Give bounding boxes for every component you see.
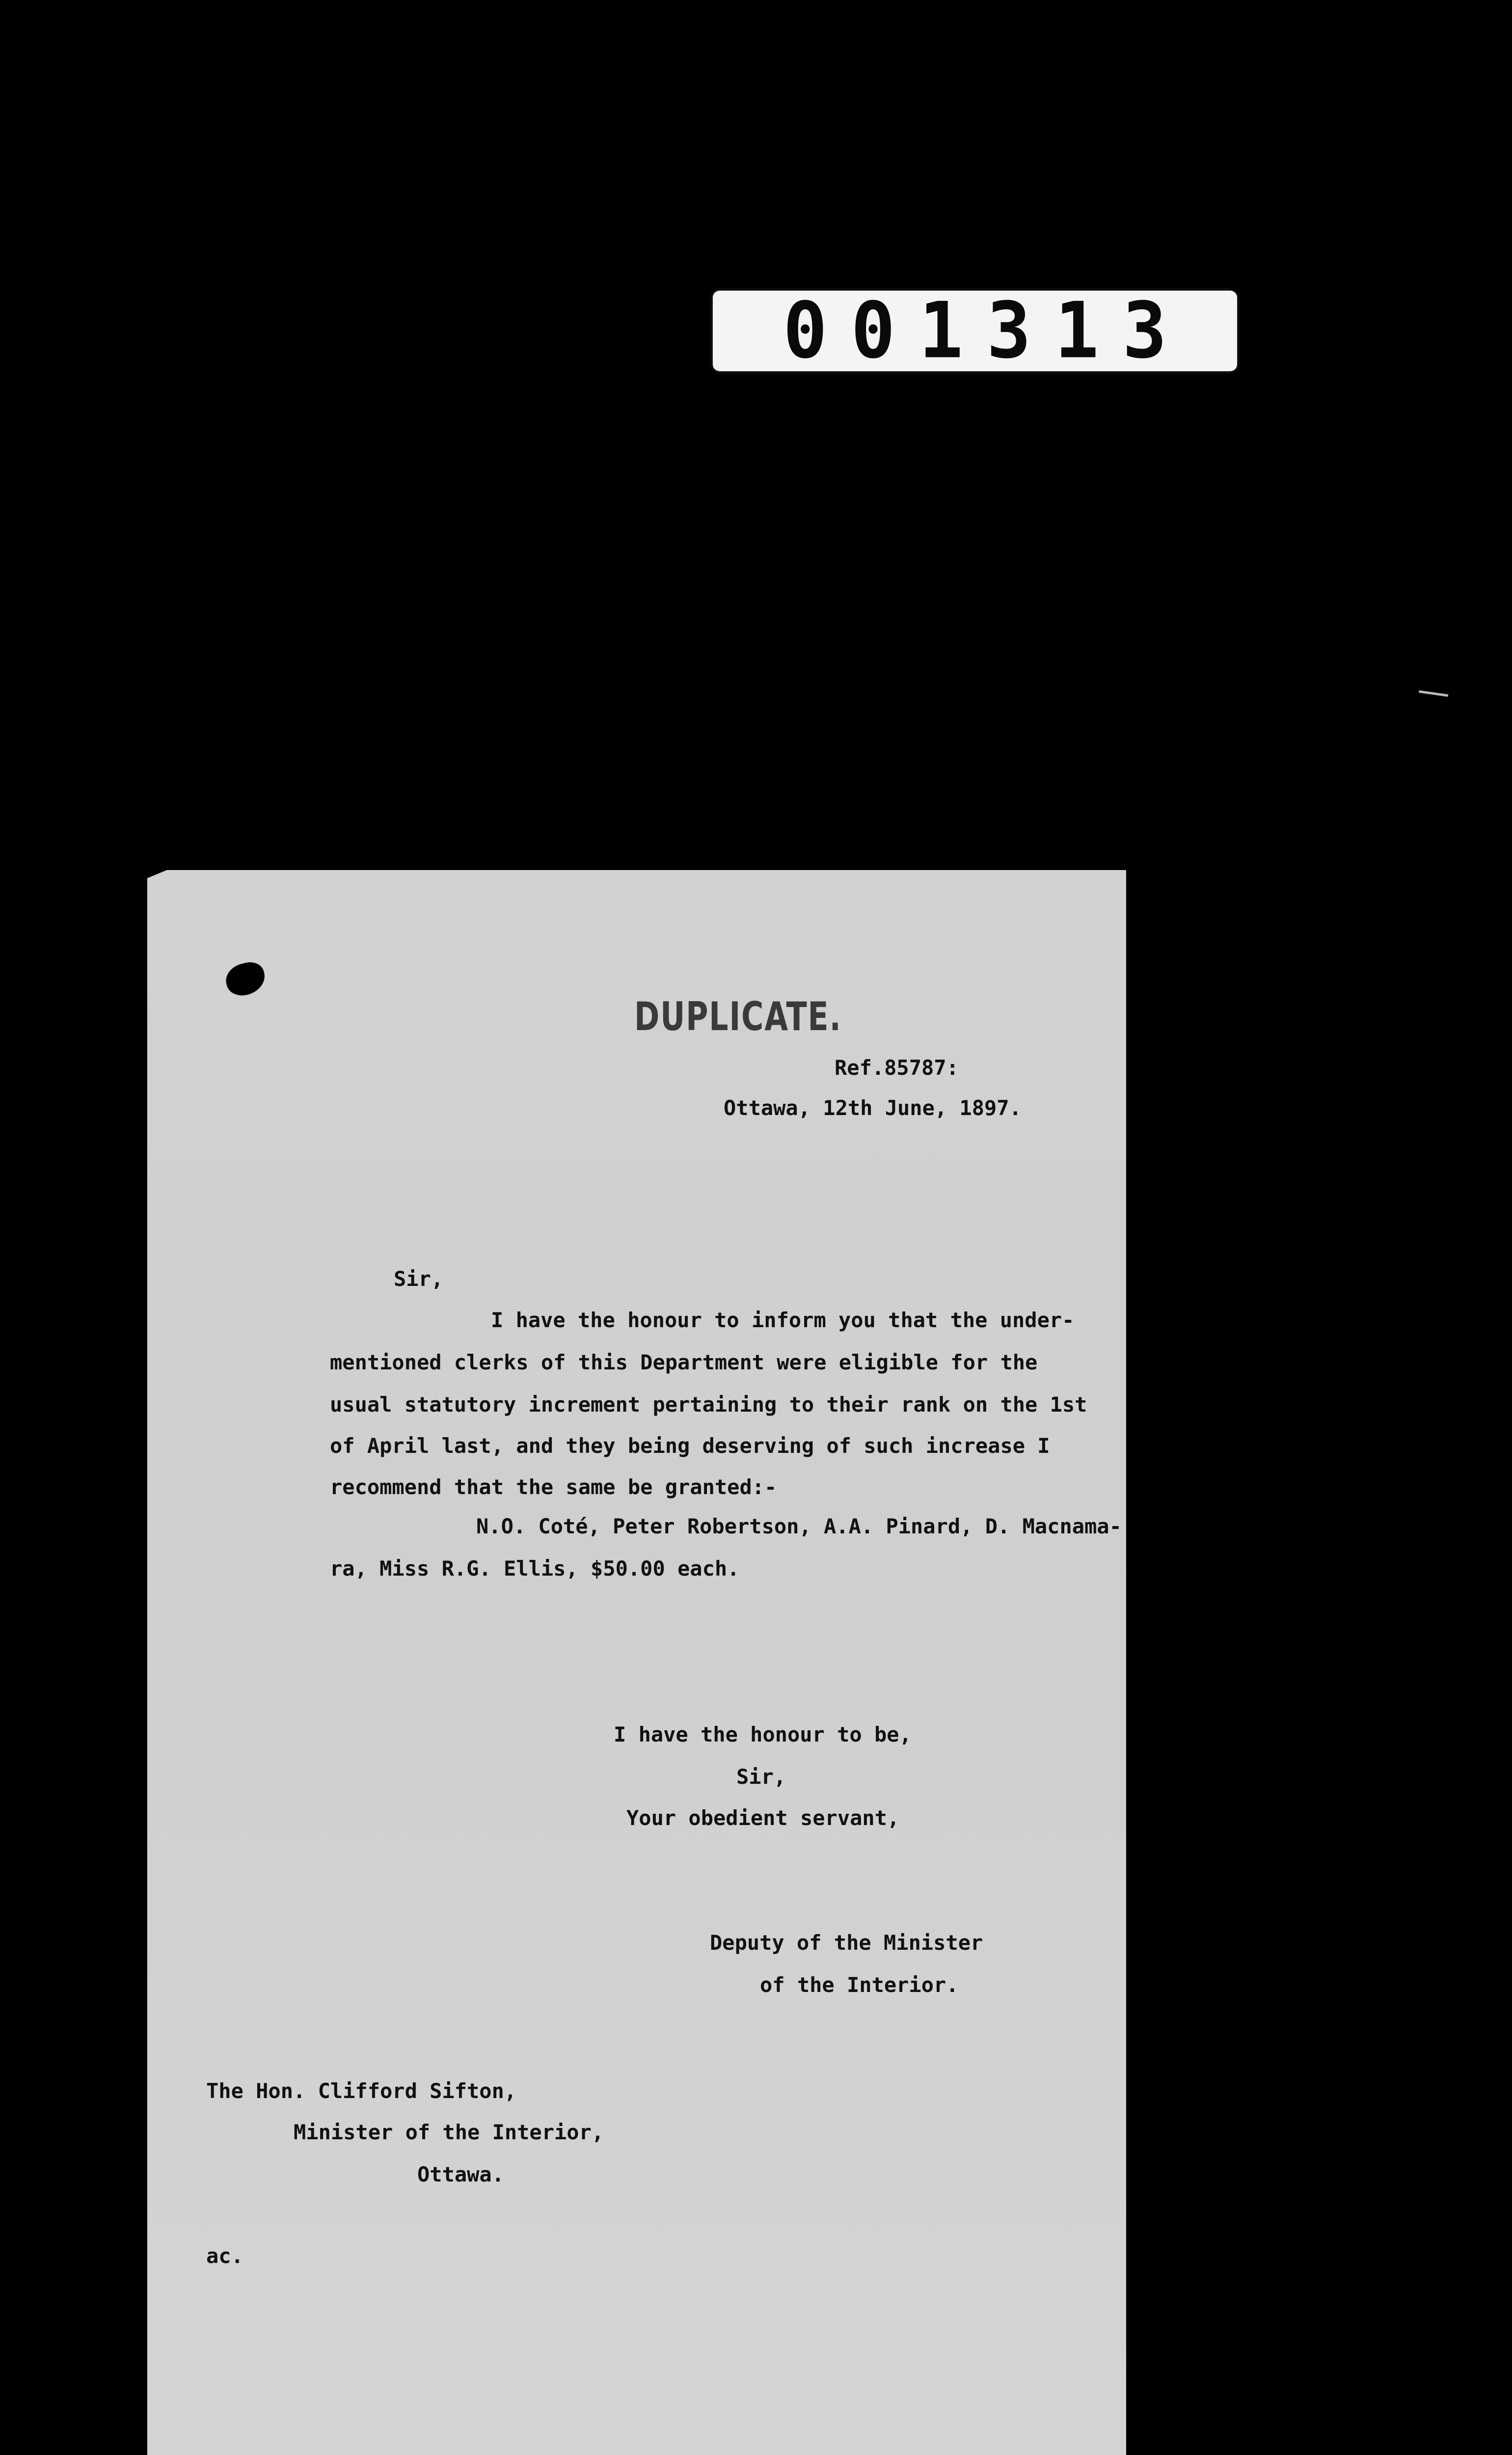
addressee-line: The Hon. Clifford Sifton, xyxy=(206,2079,517,2103)
bleed-through-text xyxy=(353,1640,386,1760)
addressee-line: Ottawa. xyxy=(417,2162,505,2186)
addressee-line: Minister of the Interior, xyxy=(294,2120,604,2144)
body-line: usual statutory increment pertaining to their rank on the 1st xyxy=(330,1392,1087,1417)
reference-number: Ref.85787: xyxy=(835,1056,959,1080)
film-speck xyxy=(1419,690,1448,697)
body-line: recommend that the same be granted:- xyxy=(330,1475,777,1499)
body-line: N.O. Coté, Peter Robertson, A.A. Pinard, D. Macnama- xyxy=(476,1514,1122,1538)
signature-line: Deputy of the Minister xyxy=(710,1931,983,1955)
duplicate-stamp: DUPLICATE. xyxy=(634,994,842,1039)
closing-line: Your obedient servant, xyxy=(626,1806,900,1830)
body-line: mentioned clerks of this Department were eligible for the xyxy=(330,1350,1038,1374)
salutation: Sir, xyxy=(394,1267,444,1291)
typist-initials: ac. xyxy=(206,2244,243,2268)
body-line: I have the honour to inform you that the under- xyxy=(491,1308,1075,1332)
closing-line: I have the honour to be, xyxy=(614,1722,912,1746)
closing-line: Sir, xyxy=(736,1765,786,1789)
signature-line: of the Interior. xyxy=(760,1973,959,1997)
body-line: of April last, and they being deserving of such increase I xyxy=(330,1434,1050,1458)
place-date: Ottawa, 12th June, 1897. xyxy=(724,1096,1022,1120)
body-line: ra, Miss R.G. Ellis, $50.00 each. xyxy=(330,1556,740,1581)
frame-number: 001313 xyxy=(783,286,1190,376)
frame-number-label xyxy=(713,286,1237,376)
